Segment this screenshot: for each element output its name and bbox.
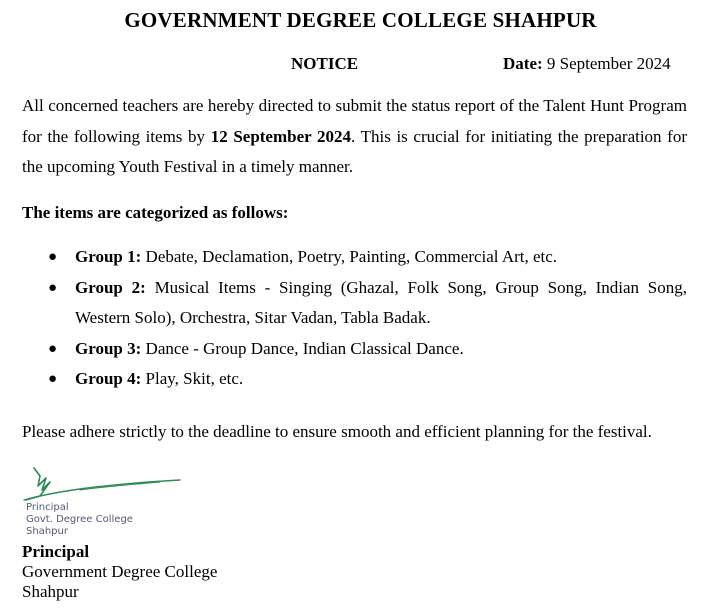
group-items: Dance - Group Dance, Indian Classical Dance. [145,338,464,358]
notice-label: NOTICE [291,54,359,73]
date-label: Date: [503,54,543,73]
intro-text-before: All concerned teachers are hereby directed to submit the status report of the Talent Hunt Program for the following items by [22,96,687,146]
bullet-icon: ● [48,340,58,357]
group-item [22,242,687,273]
group-items: Play, Skit, etc. [145,369,244,388]
notice-date [503,54,671,74]
signatory-title: Principal [22,542,90,561]
notice-header-line [0,54,721,76]
group-items: Musical Items - Singing (Ghazal, Folk Song, Group Song, Indian Song, Western Solo), Orchestra, Sitar Vadan, Tabla Badak. [75,277,687,327]
group-name: Group 3: [75,338,142,358]
group-name: Group 1: [75,247,142,266]
group-item [22,273,687,334]
signatory-institution: Government Degree College [22,562,218,581]
bullet-icon: ● [48,249,58,265]
bullet-icon: ● [48,371,58,387]
date-value: 9 September 2024 [546,54,671,73]
college-title: GOVERNMENT DEGREE COLLEGE SHAHPUR [124,8,597,32]
group-items: Debate, Declamation, Poetry, Painting, Commercial Art, etc. [145,247,558,266]
group-name: Group 4: [75,369,142,388]
group-item [22,334,687,365]
stamp-line: Shahpur [26,526,68,537]
stamp-line: Principal [26,502,69,513]
intro-text-after: . This is crucial for initiating the preparation for the upcoming Youth Festival in a timely manner. [22,126,688,176]
closing-paragraph: Please adhere strictly to the deadline to ensure smooth and efficient planning for the festival. [22,422,652,441]
group-list [22,242,687,395]
bullet-icon: ● [48,279,58,296]
categories-heading: The items are categorized as follows: [22,203,289,222]
signatory-place: Shahpur [22,582,79,601]
group-name: Group 2: [75,277,146,297]
intro-paragraph [22,91,687,183]
stamp-line: Govt. Degree College [26,514,133,525]
group-item [22,364,687,395]
intro-deadline: 12 September 2024 [210,126,352,146]
signatory-block [22,542,217,602]
